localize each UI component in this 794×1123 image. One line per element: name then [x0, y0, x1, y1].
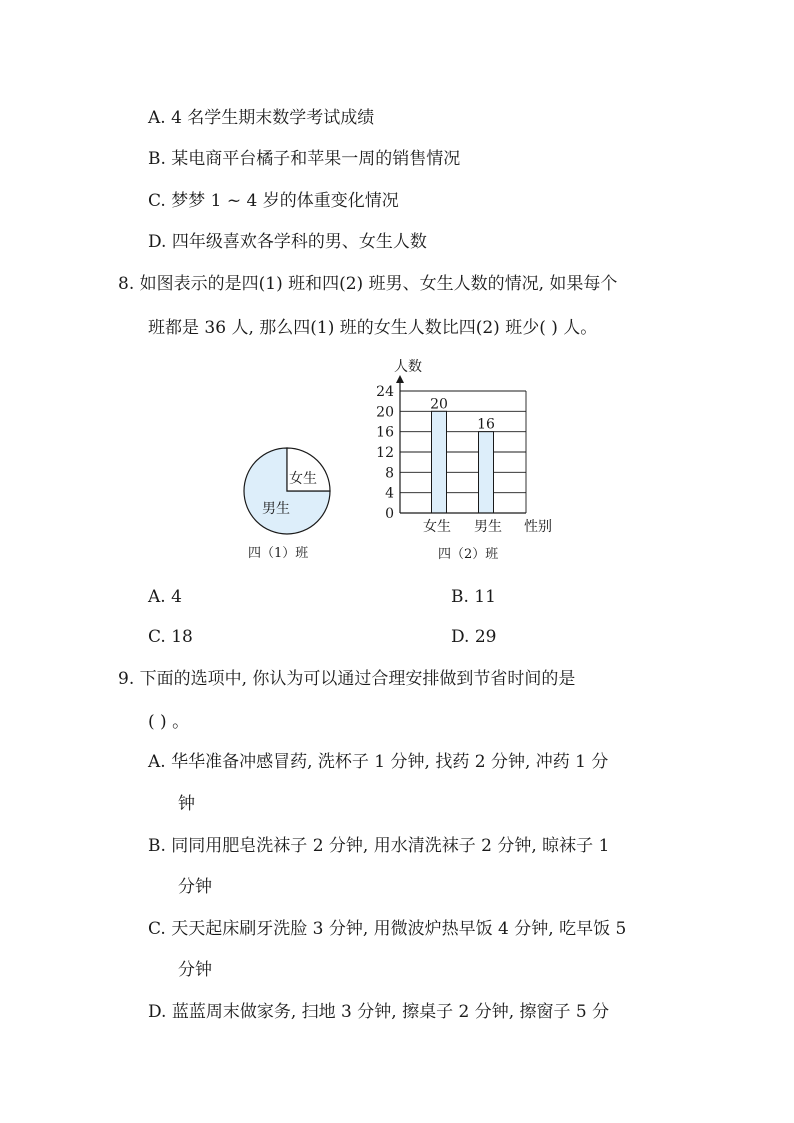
- bar-chart-ytick-label: 4: [385, 485, 394, 502]
- bar-chart-ytick-label: 16: [376, 424, 394, 441]
- bar-chart-class-4-2: [360, 355, 570, 570]
- q9-option-b-line1: B. 同同用肥皂洗袜子 2 分钟, 用水清洗袜子 2 分钟, 晾袜子 1: [148, 836, 610, 856]
- bar-chart-xlabel: 性别: [524, 519, 552, 535]
- pie-chart-class-4-1: [230, 440, 350, 570]
- pie-label-girls: 女生: [289, 471, 317, 487]
- bar-chart-ytick-label: 20: [376, 404, 394, 421]
- q9-option-b-line2: 分钟: [178, 877, 212, 897]
- bar-chart-title: 四（2）班: [438, 547, 499, 562]
- q8-stem-line1: 8. 如图表示的是四(1) 班和四(2) 班男、女生人数的情况, 如果每个: [118, 274, 618, 294]
- q8-option-b: B. 11: [451, 587, 496, 607]
- pie-label-boys: 男生: [262, 501, 290, 517]
- bar-chart-ytick-label: 8: [385, 465, 394, 482]
- bar-chart-bar-girls: [432, 411, 447, 513]
- bar-chart-category-girls: 女生: [423, 519, 451, 535]
- q8-option-d: D. 29: [451, 627, 497, 647]
- q9-option-d-line1: D. 蓝蓝周末做家务, 扫地 3 分钟, 擦桌子 2 分钟, 擦窗子 5 分: [148, 1002, 610, 1022]
- q9-stem-line1: 9. 下面的选项中, 你认为可以通过合理安排做到节省时间的是: [118, 669, 576, 689]
- q9-option-c-line1: C. 天天起床刷牙洗脸 3 分钟, 用微波炉热早饭 4 分钟, 吃早饭 5: [148, 919, 627, 939]
- q7-option-a: A. 4 名学生期末数学考试成绩: [148, 108, 375, 128]
- bar-chart-ytick-label: 0: [385, 506, 394, 522]
- bar-chart-bar-boys: [479, 432, 494, 513]
- pie-chart-title: 四（1）班: [248, 546, 309, 561]
- bar-chart-ylabel: 人数: [394, 359, 422, 375]
- bar-chart-value-label: 16: [477, 416, 495, 433]
- q9-option-c-line2: 分钟: [178, 960, 212, 980]
- q7-option-d: D. 四年级喜欢各学科的男、女生人数: [148, 232, 427, 252]
- q9-option-a-line1: A. 华华准备冲感冒药, 洗杯子 1 分钟, 找药 2 分钟, 冲药 1 分: [148, 752, 609, 772]
- bar-chart-ytick-label: 12: [376, 445, 394, 461]
- q9-stem-line2: ( ) 。: [148, 712, 190, 732]
- q8-option-a: A. 4: [148, 587, 182, 607]
- q8-option-c: C. 18: [148, 627, 193, 647]
- bar-chart-category-boys: 男生: [474, 519, 502, 535]
- q7-option-b: B. 某电商平台橘子和苹果一周的销售情况: [148, 149, 461, 169]
- bar-chart-y-axis-arrow: [396, 375, 404, 383]
- q8-stem-line2: 班都是 36 人, 那么四(1) 班的女生人数比四(2) 班少( ) 人。: [148, 318, 598, 338]
- q9-option-a-line2: 钟: [178, 794, 195, 814]
- bar-chart-value-label: 20: [430, 396, 448, 413]
- bar-chart-ytick-label: 24: [376, 384, 394, 400]
- q7-option-c: C. 梦梦 1 ~ 4 岁的体重变化情况: [148, 191, 399, 211]
